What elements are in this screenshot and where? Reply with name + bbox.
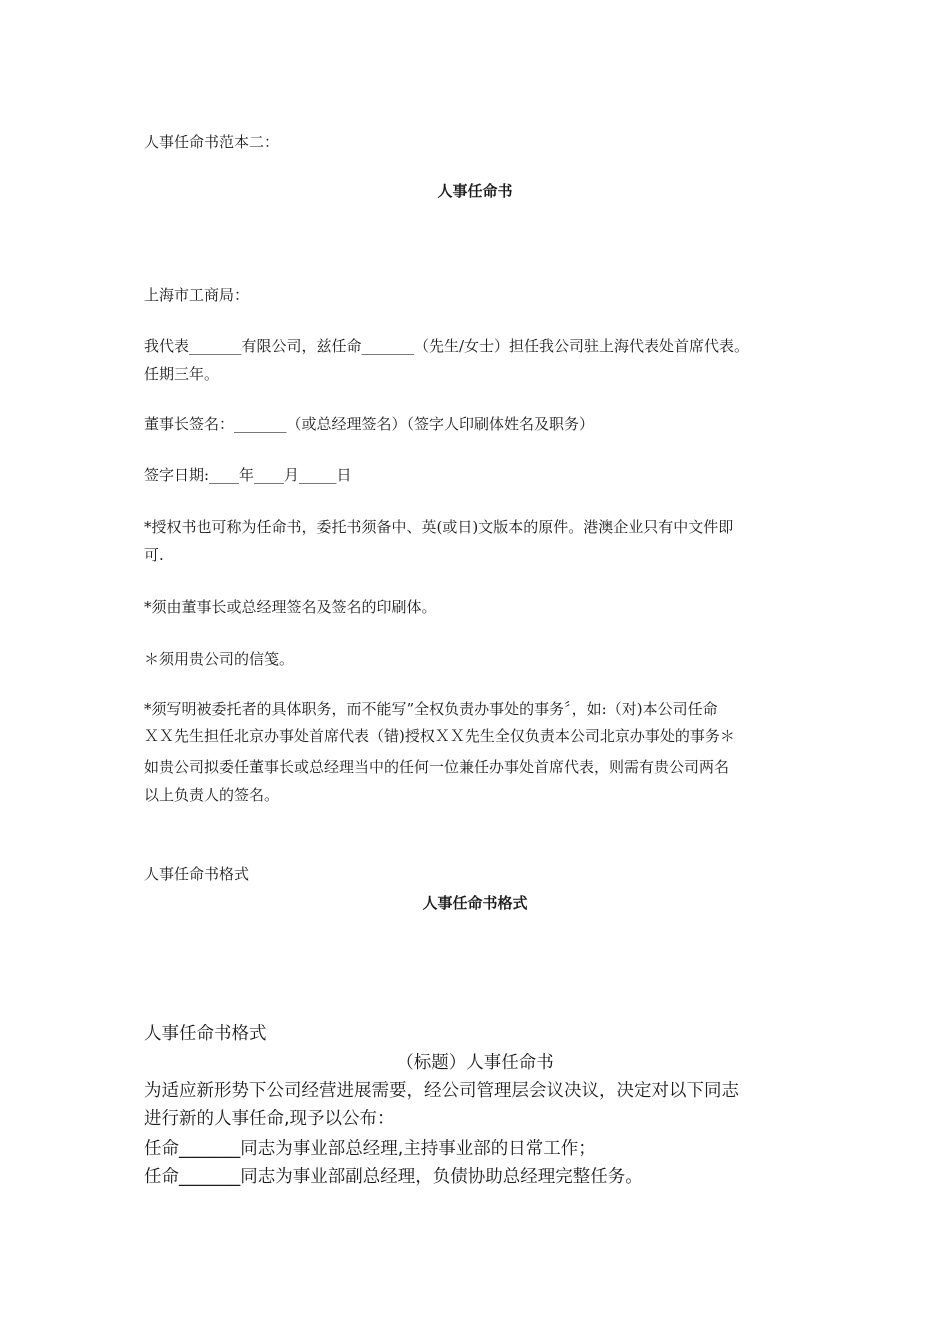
format-item: 任命_______同志为事业部副总经理，负债协助总经理完整任务。 — [144, 1167, 643, 1187]
format-title: 人事任命书格式 — [422, 894, 528, 912]
note-line: *须写明被委托者的具体职务，而不能写”全权负责办事处的事务〞，如:（对)本公司任命 — [144, 700, 718, 718]
note-line: ＊须用贵公司的信笺。 — [144, 650, 295, 668]
letter-body-line: 任期三年。 — [144, 365, 220, 383]
format-intro-line: 为适应新形势下公司经营进展需要，经公司管理层会议决议，决定对以下同志 — [144, 1081, 739, 1101]
sign-date-line: 签字日期:____年____月_____日 — [144, 466, 352, 484]
format-intro-line: 进行新的人事任命,现予以公布： — [144, 1109, 395, 1129]
letter-addressee: 上海市工商局： — [144, 286, 250, 304]
note-line: 可. — [144, 546, 164, 564]
note-line: ＸＸ先生担任北京办事处首席代表（错)授权ＸＸ先生全仅负责本公司北京办事处的事务＊ — [144, 727, 735, 745]
format-item: 任命_______同志为事业部总经理,主持事业部的日常工作； — [144, 1139, 596, 1159]
format-heading: 人事任命书格式 — [144, 1024, 267, 1044]
letter-title: 人事任命书 — [437, 182, 513, 200]
note-line: *须由董事长或总经理签名及签名的印刷体。 — [144, 598, 437, 616]
note-line: 以上负责人的签名。 — [144, 786, 280, 804]
sample-heading: 人事任命书范本二： — [144, 133, 280, 151]
signature-line: 董事长签名：_______（或总经理签名）（签字人印刷体姓名及职务） — [144, 415, 595, 433]
note-line: *授权书也可称为任命书，委托书须备中、英(或日)文版本的原件。港澳企业只有中文件即 — [144, 518, 734, 536]
format-label: 人事任命书格式 — [144, 865, 250, 883]
format-subtitle: （标题）人事任命书 — [396, 1053, 554, 1073]
letter-body-line: 我代表_______有限公司，兹任命_______（先生/女士）担任我公司驻上海代表处首席代表。 — [144, 337, 750, 355]
note-line: 如贵公司拟委任董事长或总经理当中的任何一位兼任办事处首席代表，则需有贵公司两名 — [144, 758, 730, 776]
